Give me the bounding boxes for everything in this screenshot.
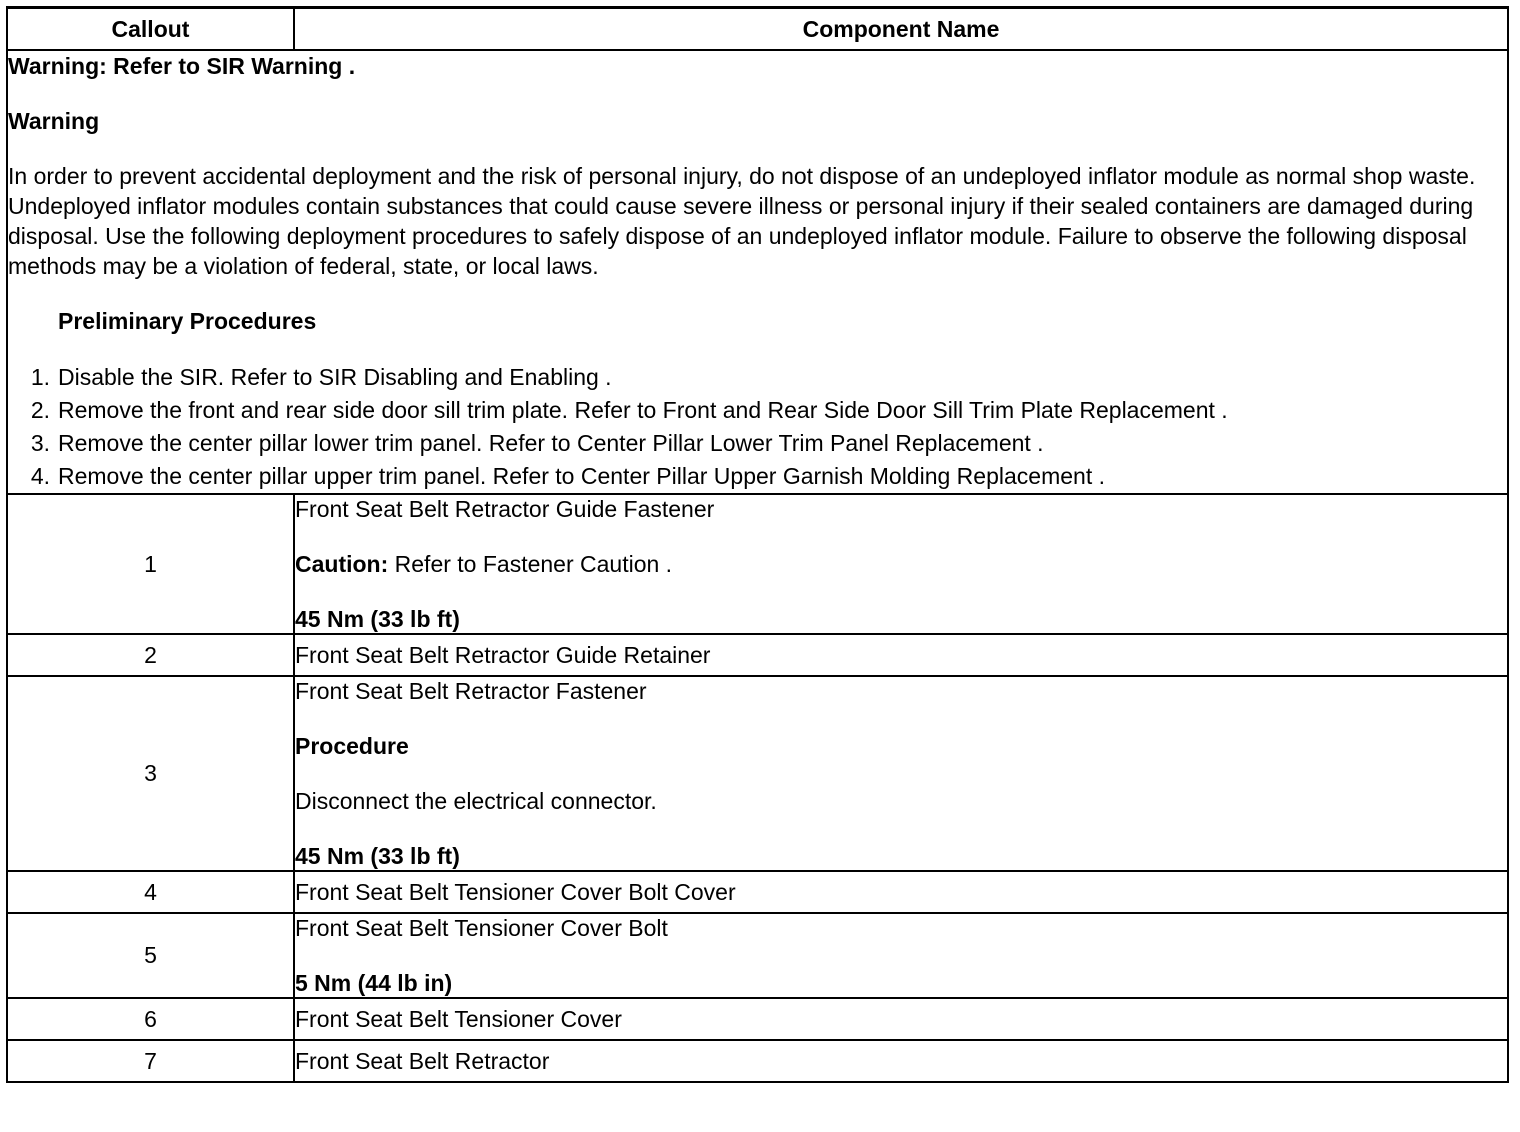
header-row (7, 8, 1508, 51)
table-row (7, 871, 1508, 913)
callout-column-header: Callout (7, 8, 294, 51)
warning-row (7, 50, 1508, 494)
callout-cell: 1 (7, 494, 294, 634)
component-cell (294, 1040, 1508, 1082)
table-row (7, 1040, 1508, 1082)
procedure-heading: Procedure (295, 733, 409, 759)
component-cell (294, 871, 1508, 913)
component-cell (294, 998, 1508, 1040)
table-row (7, 913, 1508, 998)
torque-spec: 5 Nm (44 lb in) (295, 970, 453, 996)
component-name: Front Seat Belt Retractor Guide Retainer (295, 642, 711, 668)
component-name: Front Seat Belt Tensioner Cover Bolt Cover (295, 879, 736, 905)
component-cell (294, 913, 1508, 998)
list-item: 1. Disable the SIR. Refer to SIR Disabling and Enabling . (30, 364, 612, 390)
caution-line: Caution: Refer to Fastener Caution . (295, 551, 673, 577)
callout-cell: 5 (7, 913, 294, 998)
component-cell (294, 676, 1508, 871)
callout-cell: 4 (7, 871, 294, 913)
preliminary-procedures-heading: Preliminary Procedures (58, 308, 317, 334)
table-row (7, 998, 1508, 1040)
callout-cell: 6 (7, 998, 294, 1040)
table-row (7, 634, 1508, 676)
component-name-column-header: Component Name (294, 8, 1508, 51)
component-name: Front Seat Belt Retractor (295, 1048, 550, 1074)
table-row (7, 676, 1508, 871)
torque-spec: 45 Nm (33 lb ft) (295, 606, 460, 632)
component-name: Front Seat Belt Tensioner Cover (295, 1006, 622, 1032)
list-item: 2. Remove the front and rear side door sill trim plate. Refer to Front and Rear Side Door Sill Trim Plate Replacement . (30, 397, 1228, 423)
callout-cell: 7 (7, 1040, 294, 1082)
component-cell (294, 494, 1508, 634)
callout-cell: 3 (7, 676, 294, 871)
table-row (7, 494, 1508, 634)
warning-title-line: Warning: Refer to SIR Warning . (8, 53, 356, 79)
list-item: 4. Remove the center pillar upper trim panel. Refer to Center Pillar Upper Garnish Molding Replacement . (30, 463, 1105, 489)
component-table (6, 6, 1509, 1083)
component-name: Front Seat Belt Retractor Guide Fastener (295, 496, 715, 522)
procedure-text: Disconnect the electrical connector. (295, 788, 657, 814)
callout-cell: 2 (7, 634, 294, 676)
warning-body: In order to prevent accidental deployment and the risk of personal injury, do not dispose of an undeployed inflator module as normal shop waste. Undeployed inflator modules contain substances that could cause severe illness or personal injury if their sealed containers are damaged during disposal. Use the following deployment procedures to safely dispose of an undeployed inflator module. Failure to observe the following disposal methods may be a violation of federal, state, or local laws. (8, 163, 1476, 279)
torque-spec: 45 Nm (33 lb ft) (295, 843, 460, 869)
component-cell (294, 634, 1508, 676)
component-name: Front Seat Belt Retractor Fastener (295, 678, 647, 704)
component-name: Front Seat Belt Tensioner Cover Bolt (295, 915, 668, 941)
warning-heading: Warning (8, 108, 100, 134)
warning-cell (7, 50, 1508, 494)
list-item: 3. Remove the center pillar lower trim panel. Refer to Center Pillar Lower Trim Panel Replacement . (30, 430, 1044, 456)
preliminary-steps-list (8, 361, 1507, 493)
